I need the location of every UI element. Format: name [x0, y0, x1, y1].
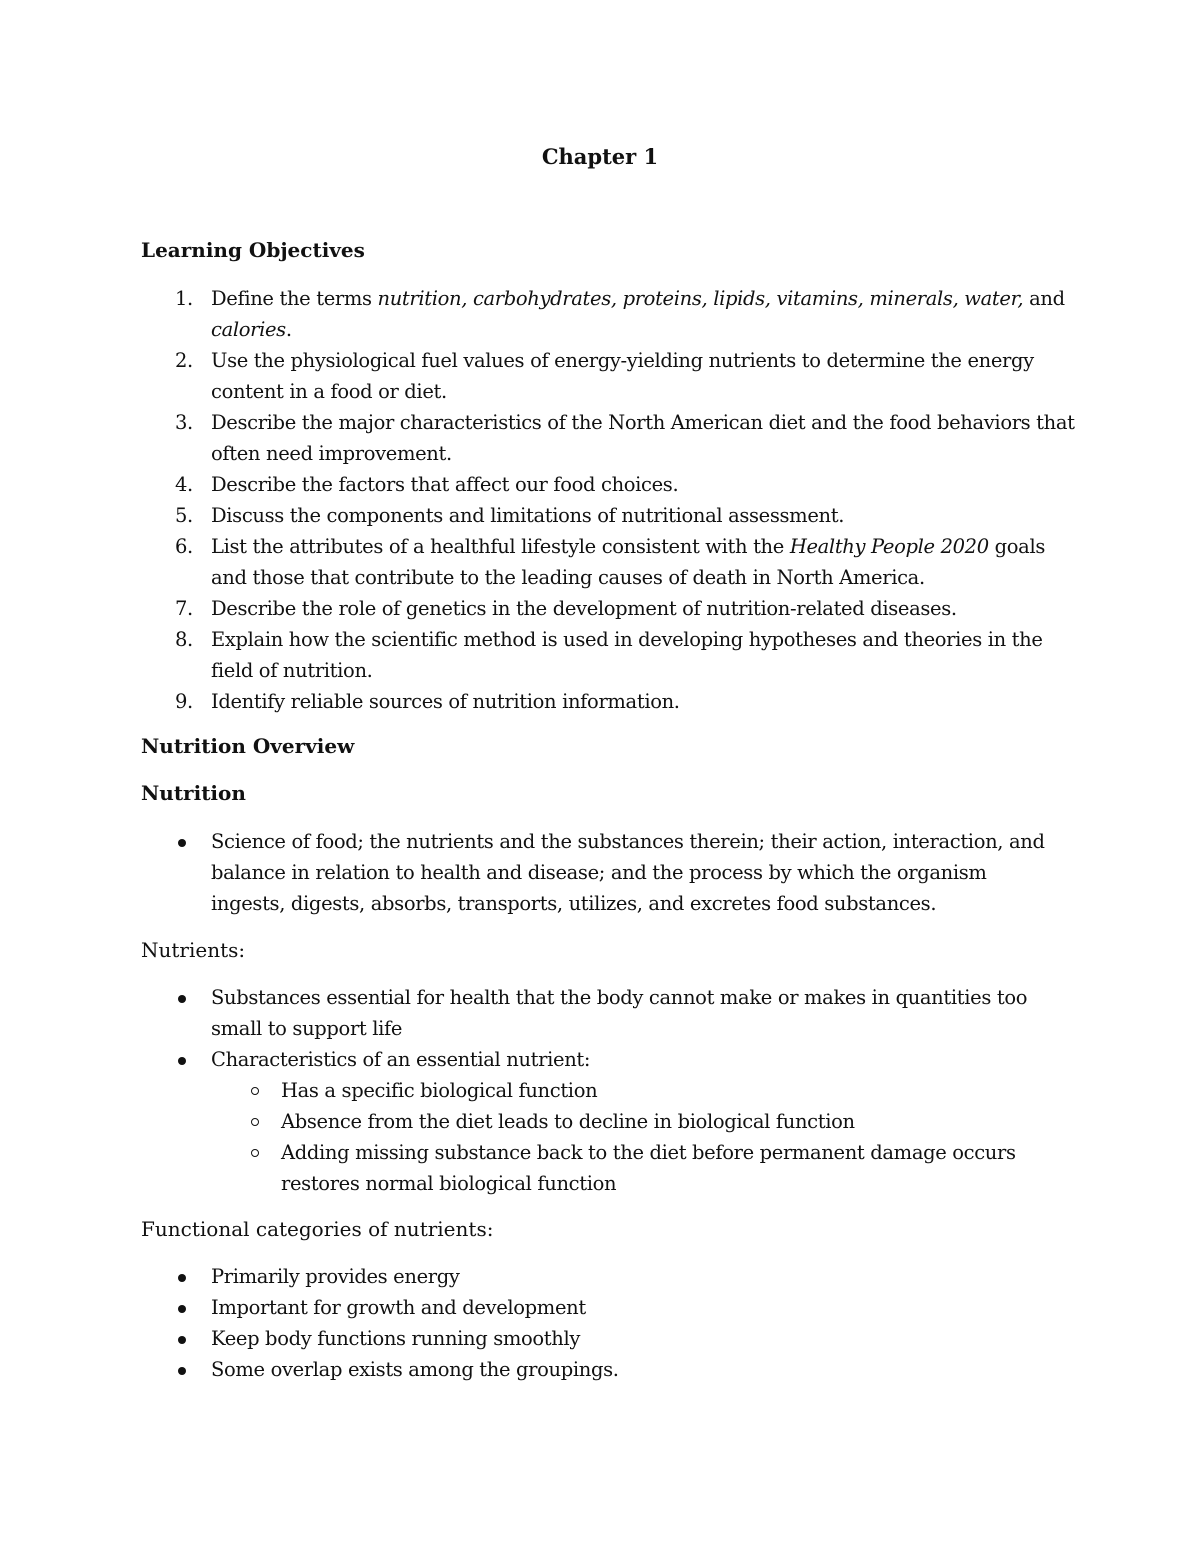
objective-number: 9.: [175, 690, 193, 713]
list-item: [141, 1292, 1061, 1323]
objective-text: Use the physiological fuel values of energy-yielding nutrients to determine the energy content in a food or diet.: [211, 349, 1034, 403]
nutrition-subheading: Nutrition: [141, 781, 246, 805]
sub-bullet-text: Has a specific biological function: [281, 1079, 598, 1102]
nutrients-label: Nutrients:: [141, 938, 246, 962]
objective-item: [141, 500, 1081, 531]
objective-number: 4.: [175, 473, 193, 496]
learning-objectives-list: [141, 283, 1081, 717]
list-item: [141, 1323, 1061, 1354]
list-item: [141, 1044, 1061, 1199]
objective-item: [141, 469, 1081, 500]
objective-italic-terms: calories: [211, 318, 286, 341]
objective-text: goals and those that contribute to the leading causes of death in North America.: [211, 535, 1045, 589]
objective-text: and: [1023, 287, 1065, 310]
bullet-icon: [178, 1336, 186, 1344]
objective-text: Describe the major characteristics of the North American diet and the food behaviors that often need improvement.: [211, 411, 1075, 465]
list-item: [141, 826, 1061, 919]
objective-text: Describe the role of genetics in the development of nutrition-related diseases.: [211, 597, 957, 620]
bullet-text: Keep body functions running smoothly: [211, 1327, 581, 1350]
bullet-text: Science of food; the nutrients and the substances therein; their action, interaction, and balance in relation to health and disease; and the process by which the organism ingests, digests, absorbs, transports, utilizes, and excretes food substances.: [211, 830, 1045, 915]
functional-categories-list: [141, 1261, 1061, 1385]
essential-nutrient-characteristics-list: [211, 1075, 1061, 1199]
learning-objectives-heading: Learning Objectives: [141, 238, 365, 262]
objective-text: Identify reliable sources of nutrition information.: [211, 690, 680, 713]
objective-text: Explain how the scientific method is used in developing hypotheses and theories in the field of nutrition.: [211, 628, 1043, 682]
objective-item: [141, 531, 1081, 593]
list-item: [141, 982, 1061, 1044]
objective-item: [141, 593, 1081, 624]
bullet-icon: [178, 1274, 186, 1282]
objective-number: 1.: [175, 287, 193, 310]
objective-item: [141, 283, 1081, 345]
bullet-icon: [178, 1367, 186, 1375]
sub-list-item: [211, 1106, 1061, 1137]
objective-number: 3.: [175, 411, 193, 434]
list-item: [141, 1354, 1061, 1385]
hollow-bullet-icon: [251, 1118, 259, 1126]
objective-number: 7.: [175, 597, 193, 620]
bullet-text: Some overlap exists among the groupings.: [211, 1358, 619, 1381]
bullet-text: Substances essential for health that the body cannot make or makes in quantities too small to support life: [211, 986, 1028, 1040]
chapter-title: Chapter 1: [541, 144, 659, 169]
nutrients-list: [141, 982, 1061, 1199]
bullet-icon: [178, 839, 186, 847]
sub-list-item: [211, 1137, 1061, 1199]
objective-italic-terms: nutrition, carbohydrates, proteins, lipids, vitamins, minerals, water,: [377, 287, 1024, 310]
sub-bullet-text: Adding missing substance back to the diet before permanent damage occurs restores normal biological function: [281, 1141, 1016, 1195]
objective-italic-title: Healthy People 2020: [789, 535, 989, 558]
objective-item: [141, 345, 1081, 407]
objective-item: [141, 686, 1081, 717]
objective-text: .: [285, 318, 292, 341]
bullet-icon: [178, 1057, 186, 1065]
objective-item: [141, 407, 1081, 469]
objective-text: Discuss the components and limitations of nutritional assessment.: [211, 504, 845, 527]
bullet-icon: [178, 995, 186, 1003]
sub-bullet-text: Absence from the diet leads to decline in biological function: [281, 1110, 855, 1133]
bullet-text: Important for growth and development: [211, 1296, 586, 1319]
nutrition-overview-heading: Nutrition Overview: [141, 734, 355, 758]
objective-item: [141, 624, 1081, 686]
hollow-bullet-icon: [251, 1149, 259, 1157]
bullet-text: Primarily provides energy: [211, 1265, 460, 1288]
sub-list-item: [211, 1075, 1061, 1106]
bullet-text: Characteristics of an essential nutrient:: [211, 1048, 591, 1071]
hollow-bullet-icon: [251, 1087, 259, 1095]
nutrition-definition-list: [141, 826, 1061, 919]
objective-number: 8.: [175, 628, 193, 651]
list-item: [141, 1261, 1061, 1292]
objective-number: 6.: [175, 535, 193, 558]
functional-categories-label: Functional categories of nutrients:: [141, 1217, 494, 1241]
objective-number: 2.: [175, 349, 193, 372]
objective-number: 5.: [175, 504, 193, 527]
objective-text: List the attributes of a healthful lifestyle consistent with the: [211, 535, 790, 558]
objective-text: Describe the factors that affect our food choices.: [211, 473, 679, 496]
objective-text: Define the terms: [211, 287, 378, 310]
bullet-icon: [178, 1305, 186, 1313]
